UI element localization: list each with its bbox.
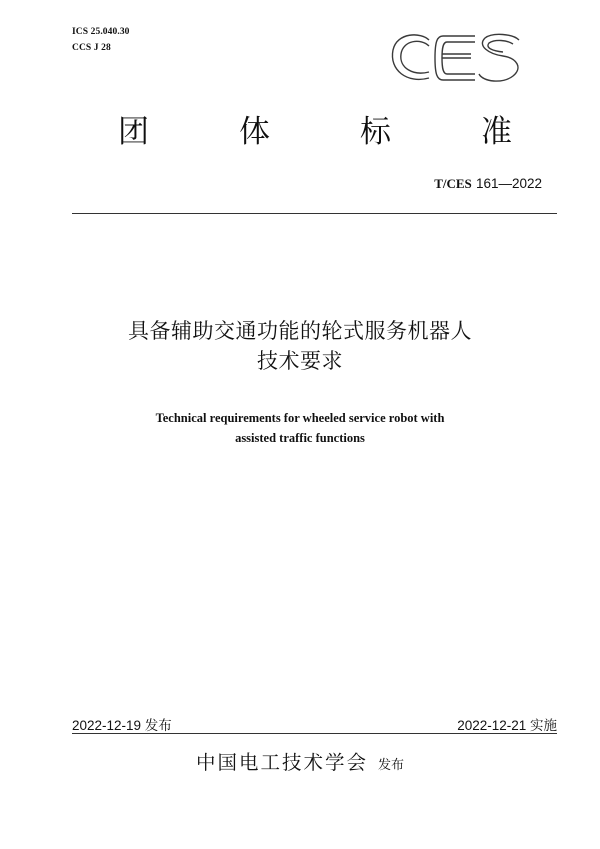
bottom-divider bbox=[72, 733, 557, 734]
issue-date: 2022-12-19 发布 bbox=[72, 718, 172, 733]
title-chinese-line: 具备辅助交通功能的轮式服务机器人 bbox=[128, 319, 472, 343]
title-chinese bbox=[40, 316, 560, 376]
ics-code: ICS 25.040.30 bbox=[72, 27, 130, 37]
doc-type-char: 标 bbox=[360, 114, 391, 150]
document-type bbox=[40, 106, 560, 151]
publisher-action: 发布 bbox=[378, 758, 405, 773]
standard-code: 161—2022 bbox=[475, 176, 542, 191]
title-chinese-line: 技术要求 bbox=[257, 349, 343, 373]
ccs-code: CCS J 28 bbox=[72, 43, 111, 53]
title-english bbox=[40, 408, 560, 448]
standard-number bbox=[434, 176, 542, 192]
implementation-date: 2022-12-21 实施 bbox=[457, 718, 557, 733]
top-divider bbox=[72, 213, 557, 214]
doc-type-char: 体 bbox=[239, 114, 270, 150]
doc-type-char: 团 bbox=[118, 114, 149, 150]
title-english-line: Technical requirements for wheeled service robot with bbox=[155, 411, 445, 425]
doc-type-char: 准 bbox=[481, 114, 512, 150]
publisher-name: 中国电工技术学会 bbox=[195, 751, 368, 774]
ces-logo-text: CES bbox=[385, 88, 388, 89]
ces-logo bbox=[385, 28, 525, 90]
publisher bbox=[0, 747, 600, 775]
standard-prefix: T/CES bbox=[434, 176, 472, 191]
title-english-line: assisted traffic functions bbox=[235, 431, 365, 445]
